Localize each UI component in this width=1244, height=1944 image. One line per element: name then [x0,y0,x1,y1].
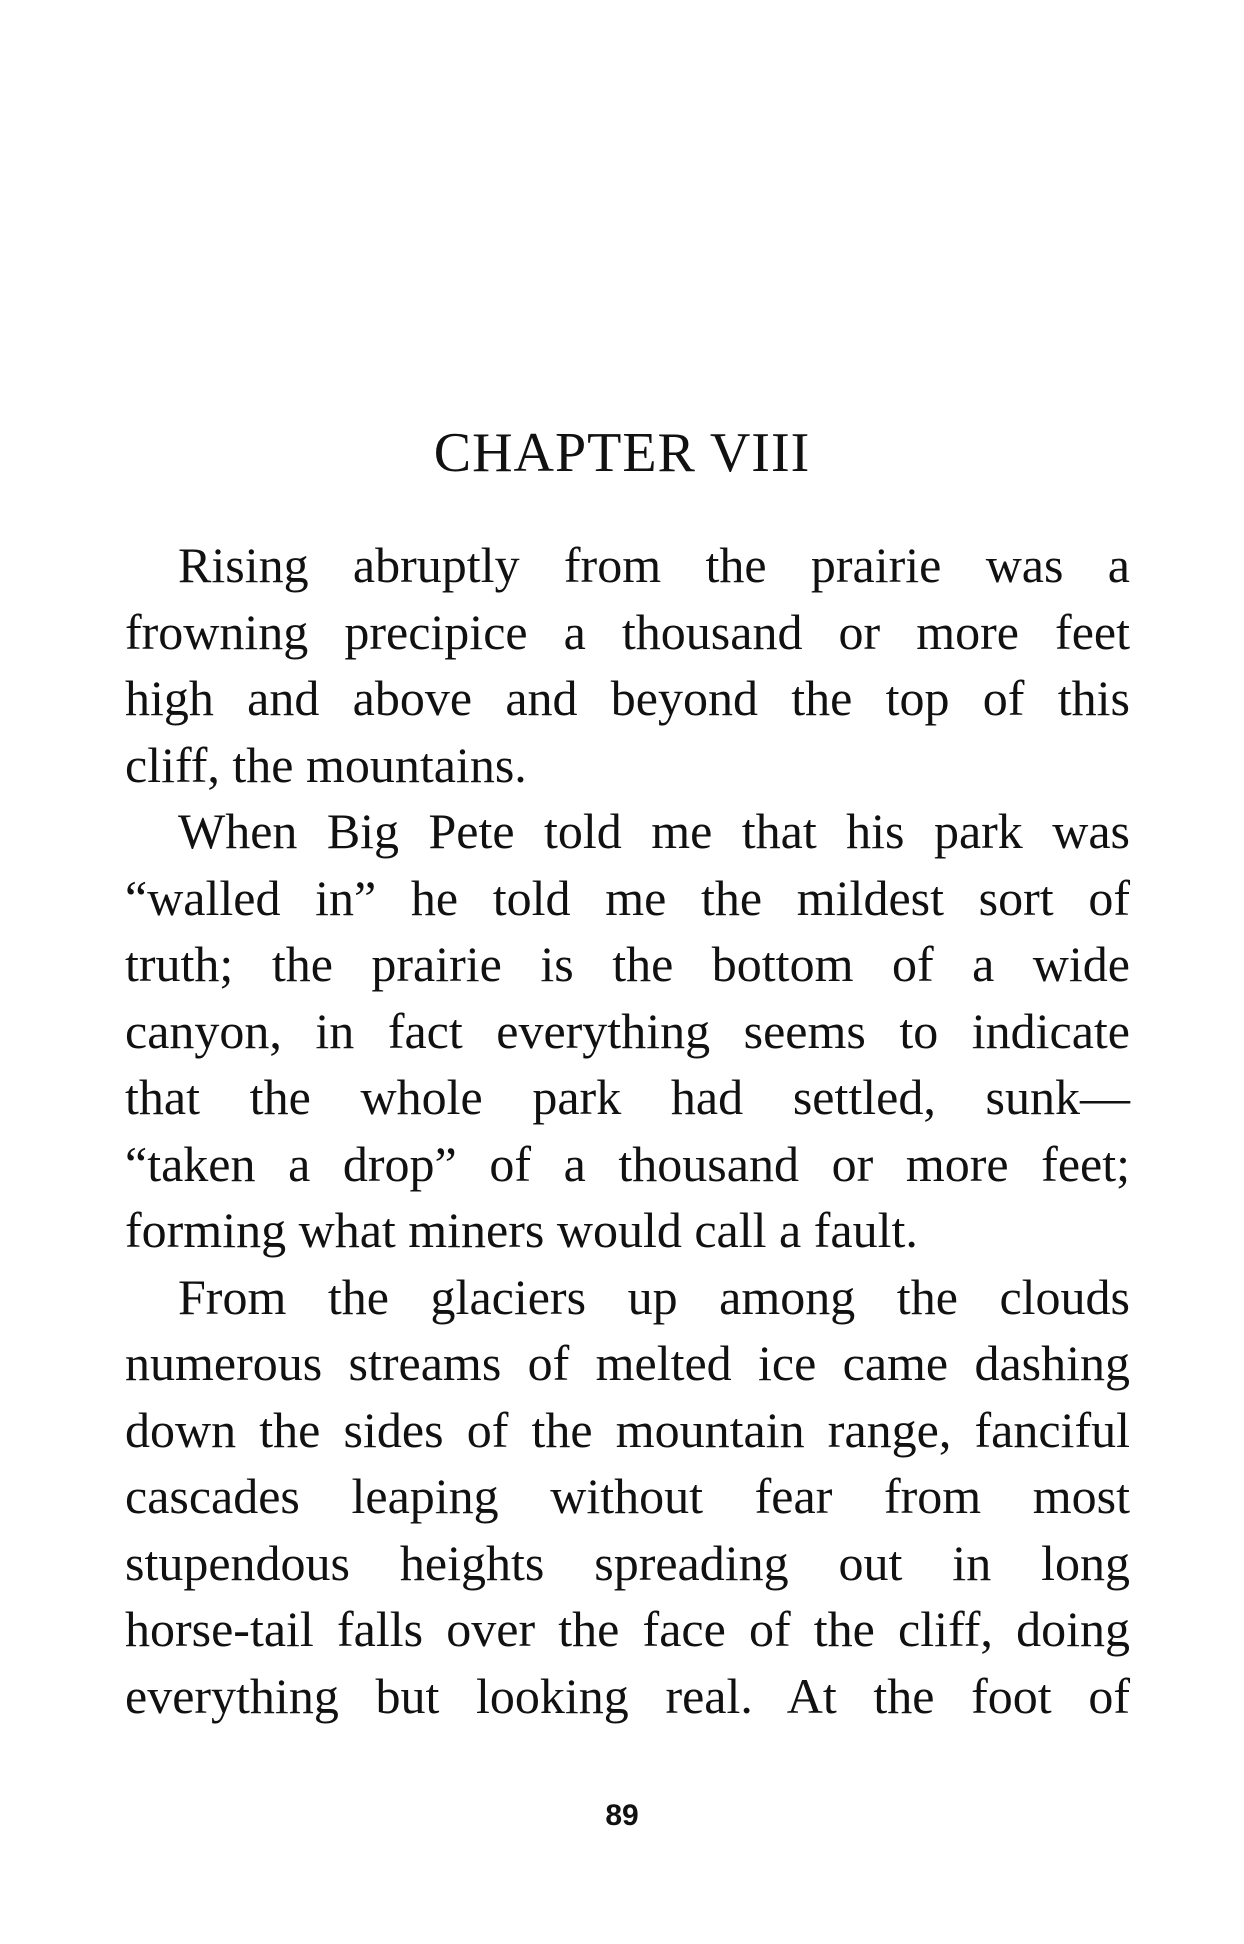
text-line: From the glaciers up among the clouds [178,1268,1130,1325]
text-line: cascades leaping without fear from most [125,1468,1130,1524]
text-line: “walled in” he told me the mildest sort of [125,869,1130,926]
text-line: high and above and beyond the top of this [125,670,1130,726]
paragraph-2 [125,798,1130,1264]
text-line: frowning precipice a thousand or more feet [125,603,1130,660]
text-line: Rising abruptly from the prairie was a [178,537,1130,593]
text-line: stupendous heights spreading out in long [125,1534,1130,1591]
paragraph-1 [125,532,1130,798]
text-line: everything but looking real. At the foot of [125,1667,1130,1724]
text-line: forming what miners would call a fault. [125,1202,918,1258]
text-line: numerous streams of melted ice came dashing [125,1335,1130,1391]
text-line: cliff, the mountains. [125,736,527,793]
text-line: truth; the prairie is the bottom of a wide [125,936,1130,992]
text-line: “taken a drop” of a thousand or more feet; [125,1135,1130,1192]
text-line: down the sides of the mountain range, fanciful [125,1401,1130,1458]
text-line: that the whole park had settled, sunk— [125,1069,1130,1125]
chapter-title: CHAPTER VIII [433,422,811,484]
text-line: canyon, in fact everything seems to indicate [125,1002,1130,1059]
text-line: horse-tail falls over the face of the cliff, doing [125,1601,1130,1657]
page-number: 89 [605,1799,639,1832]
body-text [125,532,1130,1729]
text-line: When Big Pete told me that his park was [178,803,1130,859]
paragraph-3 [125,1264,1130,1730]
